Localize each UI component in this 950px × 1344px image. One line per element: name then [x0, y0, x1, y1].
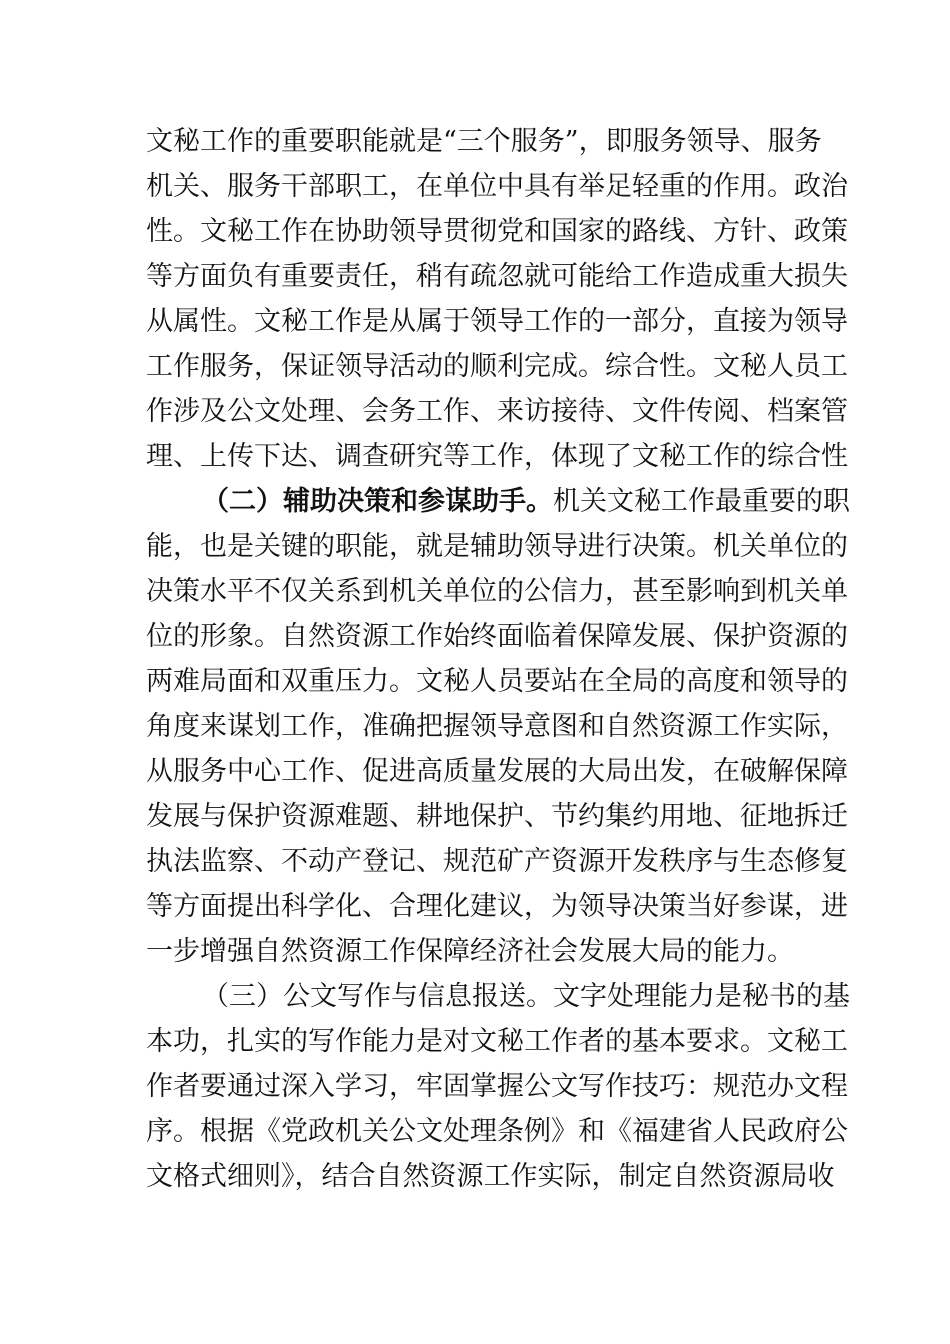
text-line: 等方面提出科学化、合理化建议，为领导决策当好参谋，进 [146, 891, 848, 922]
text-line: 决策水平不仅关系到机关单位的公信力，甚至影响到机关单 [146, 576, 848, 607]
text-line: 两难局面和双重压力。文秘人员要站在全局的高度和领导的 [146, 666, 848, 697]
text-line: （三）公文写作与信息报送。文字处理能力是秘书的基 [202, 981, 850, 1012]
text-line: 本功，扎实的写作能力是对文秘工作者的基本要求。文秘工 [146, 1026, 848, 1057]
text-line: 文格式细则》，结合自然资源工作实际，制定自然资源局收 [146, 1161, 835, 1192]
text-line: 机关、服务干部职工，在单位中具有举足轻重的作用。政治 [146, 171, 848, 202]
section-heading: （二）辅助决策和参谋助手。 [202, 486, 553, 517]
text-line: 发展与保护资源难题、耕地保护、节约集约用地、征地拆迁 [146, 801, 848, 832]
text-line: 执法监察、不动产登记、规范矿产资源开发秩序与生态修复 [146, 846, 848, 877]
text-line: 作者要通过深入学习，牢固掌握公文写作技巧：规范办文程 [146, 1071, 848, 1102]
text-line: 从属性。文秘工作是从属于领导工作的一部分，直接为领导 [146, 306, 848, 337]
text-line: 一步增强自然资源工作保障经济社会发展大局的能力。 [146, 936, 794, 967]
text-line: 位的形象。自然资源工作始终面临着保障发展、保护资源的 [146, 621, 848, 652]
text-line: 序。根据《党政机关公文处理条例》和《福建省人民政府公 [146, 1116, 848, 1147]
text-line: 能，也是关键的职能，就是辅助领导进行决策。机关单位的 [146, 531, 848, 562]
text-line: 文秘工作的重要职能就是“三个服务”，即服务领导、服务 [146, 126, 822, 157]
text-line: 等方面负有重要责任，稍有疏忽就可能给工作造成重大损失 [146, 261, 848, 292]
text-line: 性。文秘工作在协助领导贯彻党和国家的路线、方针、政策 [146, 216, 848, 247]
text-line: 作涉及公文处理、会务工作、来访接待、文件传阅、档案管 [146, 396, 848, 427]
text-line: 角度来谋划工作，准确把握领导意图和自然资源工作实际， [146, 711, 848, 742]
text-line: 机关文秘工作最重要的职 [553, 486, 850, 517]
text-line: 理、上传下达、调查研究等工作，体现了文秘工作的综合性 [146, 441, 848, 472]
paragraph-heading-line [202, 480, 850, 524]
text-line: 工作服务，保证领导活动的顺利完成。综合性。文秘人员工 [146, 351, 848, 382]
text-line: 从服务中心工作、促进高质量发展的大局出发，在破解保障 [146, 756, 848, 787]
